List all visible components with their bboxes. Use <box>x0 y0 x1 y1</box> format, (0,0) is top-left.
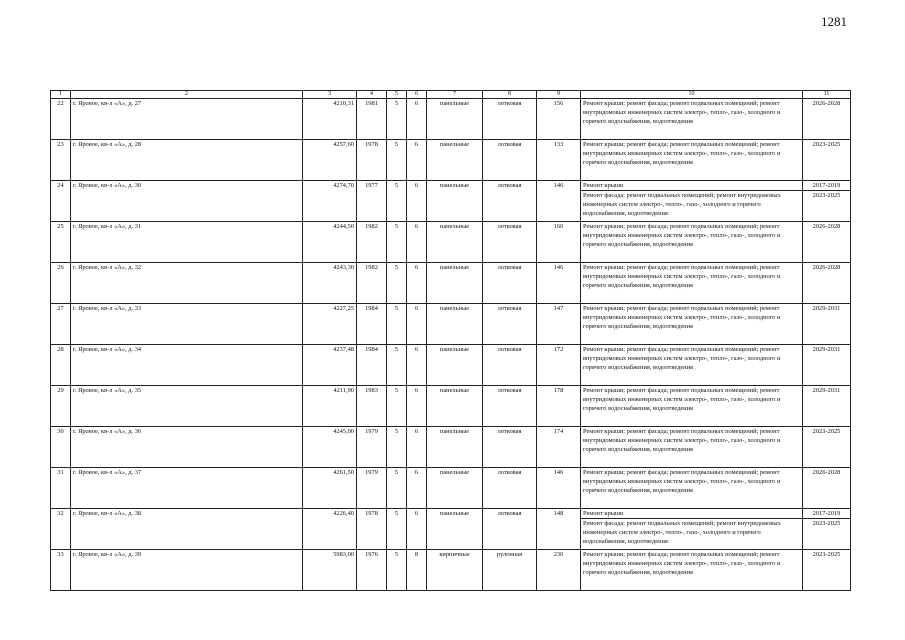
row-number: 25 <box>51 222 71 263</box>
entrances-cell: 6 <box>407 181 427 222</box>
entrances-cell: 6 <box>407 386 427 427</box>
table-row <box>51 468 851 509</box>
roof-type-cell: лотковая <box>483 304 537 345</box>
column-number-row <box>51 91 851 99</box>
residents-cell: 172 <box>537 345 581 386</box>
address-cell: г. Яровое, кв-л «А», д. 31 <box>71 222 303 263</box>
table-row <box>51 509 851 519</box>
work-types-cell: Ремонт крыши; ремонт фасада; ремонт подвальных помещений; ремонт внутридомовых инженерных систем электро-, тепло-, газо-, холодного и горячего водоснабжения, водоотведения <box>581 304 803 345</box>
period-cell: 2029-2031 <box>803 386 851 427</box>
column-header: 7 <box>427 91 483 99</box>
floors-cell: 5 <box>387 550 407 591</box>
wall-material-cell: панельные <box>427 263 483 304</box>
address-cell: г. Яровое, кв-л «А», д. 35 <box>71 386 303 427</box>
floors-cell: 5 <box>387 304 407 345</box>
work-types-cell: Ремонт крыши <box>581 509 803 519</box>
work-types-cell: Ремонт крыши; ремонт фасада; ремонт подвальных помещений; ремонт внутридомовых инженерных систем электро-, тепло-, газо-, холодного и горячего водоснабжения, водоотведения <box>581 222 803 263</box>
wall-material-cell: панельные <box>427 345 483 386</box>
floors-cell: 5 <box>387 509 407 550</box>
roof-type-cell: лотковая <box>483 386 537 427</box>
floors-cell: 5 <box>387 263 407 304</box>
entrances-cell: 6 <box>407 509 427 550</box>
column-header: 4 <box>357 91 387 99</box>
address-cell: г. Яровое, кв-л «А», д. 38 <box>71 509 303 550</box>
wall-material-cell: кирпичные <box>427 550 483 591</box>
register-body <box>51 99 851 591</box>
row-number: 31 <box>51 468 71 509</box>
year-cell: 1984 <box>357 345 387 386</box>
address-cell: г. Яровое, кв-л «А», д. 27 <box>71 99 303 140</box>
row-number: 26 <box>51 263 71 304</box>
floors-cell: 5 <box>387 345 407 386</box>
address-cell: г. Яровое, кв-л «А», д. 34 <box>71 345 303 386</box>
work-types-cell: Ремонт фасада; ремонт подвальных помещений; ремонт внутридомовых инженерных систем электро-, тепло-, газо-, холодного и горячего водоснабжения, водоотведения <box>581 519 803 550</box>
residents-cell: 174 <box>537 427 581 468</box>
year-cell: 1978 <box>357 140 387 181</box>
column-header: 5 <box>387 91 407 99</box>
address-cell: г. Яровое, кв-л «А», д. 30 <box>71 181 303 222</box>
column-header: 3 <box>303 91 357 99</box>
table-row <box>51 304 851 345</box>
floors-cell: 5 <box>387 222 407 263</box>
wall-material-cell: панельные <box>427 99 483 140</box>
residents-cell: 146 <box>537 263 581 304</box>
floors-cell: 5 <box>387 386 407 427</box>
residents-cell: 160 <box>537 222 581 263</box>
row-number: 23 <box>51 140 71 181</box>
work-types-cell: Ремонт крыши <box>581 181 803 191</box>
year-cell: 1983 <box>357 386 387 427</box>
area-cell: 4227,25 <box>303 304 357 345</box>
residents-cell: 133 <box>537 140 581 181</box>
wall-material-cell: панельные <box>427 427 483 468</box>
roof-type-cell: лотковая <box>483 263 537 304</box>
roof-type-cell: лотковая <box>483 468 537 509</box>
area-cell: 4257,60 <box>303 140 357 181</box>
residents-cell: 148 <box>537 509 581 550</box>
address-cell: г. Яровое, кв-л «А», д. 37 <box>71 468 303 509</box>
work-types-cell: Ремонт фасада; ремонт подвальных помещений; ремонт внутридомовых инженерных систем электро-, тепло-, газо-, холодного и горячего водоснабжения, водоотведения <box>581 191 803 222</box>
period-cell: 2023-2025 <box>803 191 851 222</box>
year-cell: 1981 <box>357 99 387 140</box>
year-cell: 1978 <box>357 509 387 550</box>
year-cell: 1984 <box>357 304 387 345</box>
row-number: 22 <box>51 99 71 140</box>
column-header: 10 <box>581 91 803 99</box>
period-cell: 2023-2025 <box>803 427 851 468</box>
period-cell: 2026-2028 <box>803 263 851 304</box>
address-cell: г. Яровое, кв-л «А», д. 33 <box>71 304 303 345</box>
area-cell: 4245,00 <box>303 427 357 468</box>
column-header: 9 <box>537 91 581 99</box>
residents-cell: 147 <box>537 304 581 345</box>
work-types-cell: Ремонт крыши; ремонт фасада; ремонт подвальных помещений; ремонт внутридомовых инженерных систем электро-, тепло-, газо-, холодного и горячего водоснабжения, водоотведения <box>581 550 803 591</box>
address-cell: г. Яровое, кв-л «А», д. 36 <box>71 427 303 468</box>
work-types-cell: Ремонт крыши; ремонт фасада; ремонт подвальных помещений; ремонт внутридомовых инженерных систем электро-, тепло-, газо-, холодного и горячего водоснабжения, водоотведения <box>581 345 803 386</box>
wall-material-cell: панельные <box>427 468 483 509</box>
year-cell: 1979 <box>357 468 387 509</box>
housing-register-table <box>50 90 851 591</box>
table-row <box>51 222 851 263</box>
wall-material-cell: панельные <box>427 222 483 263</box>
roof-type-cell: лотковая <box>483 345 537 386</box>
roof-type-cell: лотковая <box>483 427 537 468</box>
wall-material-cell: панельные <box>427 304 483 345</box>
column-header: 6 <box>407 91 427 99</box>
residents-cell: 146 <box>537 181 581 222</box>
area-cell: 4274,70 <box>303 181 357 222</box>
roof-type-cell: лотковая <box>483 509 537 550</box>
roof-type-cell: лотковая <box>483 99 537 140</box>
year-cell: 1977 <box>357 181 387 222</box>
work-types-cell: Ремонт крыши; ремонт фасада; ремонт подвальных помещений; ремонт внутридомовых инженерных систем электро-, тепло-, газо-, холодного и горячего водоснабжения, водоотведения <box>581 427 803 468</box>
area-cell: 4261,50 <box>303 468 357 509</box>
work-types-cell: Ремонт крыши; ремонт фасада; ремонт подвальных помещений; ремонт внутридомовых инженерных систем электро-, тепло-, газо-, холодного и горячего водоснабжения, водоотведения <box>581 468 803 509</box>
area-cell: 4210,31 <box>303 99 357 140</box>
wall-material-cell: панельные <box>427 386 483 427</box>
floors-cell: 5 <box>387 468 407 509</box>
row-number: 29 <box>51 386 71 427</box>
wall-material-cell: панельные <box>427 181 483 222</box>
row-number: 30 <box>51 427 71 468</box>
year-cell: 1976 <box>357 550 387 591</box>
row-number: 33 <box>51 550 71 591</box>
period-cell: 2026-2028 <box>803 222 851 263</box>
roof-type-cell: лотковая <box>483 181 537 222</box>
row-number: 27 <box>51 304 71 345</box>
area-cell: 4244,50 <box>303 222 357 263</box>
period-cell: 2026-2028 <box>803 99 851 140</box>
residents-cell: 230 <box>537 550 581 591</box>
entrances-cell: 6 <box>407 468 427 509</box>
work-types-cell: Ремонт крыши; ремонт фасада; ремонт подвальных помещений; ремонт внутридомовых инженерных систем электро-, тепло-, газо-, холодного и горячего водоснабжения, водоотведения <box>581 140 803 181</box>
roof-type-cell: рулонная <box>483 550 537 591</box>
period-cell: 2029-2031 <box>803 304 851 345</box>
area-cell: 4237,48 <box>303 345 357 386</box>
period-cell: 2023-2025 <box>803 550 851 591</box>
entrances-cell: 6 <box>407 140 427 181</box>
column-header: 11 <box>803 91 851 99</box>
period-cell: 2017-2019 <box>803 509 851 519</box>
page-number: 1281 <box>821 14 847 29</box>
entrances-cell: 6 <box>407 427 427 468</box>
period-cell: 2026-2028 <box>803 468 851 509</box>
roof-type-cell: лотковая <box>483 140 537 181</box>
area-cell: 5983,00 <box>303 550 357 591</box>
area-cell: 4226,40 <box>303 509 357 550</box>
residents-cell: 146 <box>537 468 581 509</box>
table-row <box>51 263 851 304</box>
work-types-cell: Ремонт крыши; ремонт фасада; ремонт подвальных помещений; ремонт внутридомовых инженерных систем электро-, тепло-, газо-, холодного и горячего водоснабжения, водоотведения <box>581 263 803 304</box>
year-cell: 1979 <box>357 427 387 468</box>
table-row <box>51 550 851 591</box>
period-cell: 2029-2031 <box>803 345 851 386</box>
floors-cell: 5 <box>387 99 407 140</box>
column-header: 8 <box>483 91 537 99</box>
year-cell: 1982 <box>357 222 387 263</box>
period-cell: 2023-2025 <box>803 519 851 550</box>
table-row <box>51 386 851 427</box>
row-number: 24 <box>51 181 71 222</box>
entrances-cell: 6 <box>407 304 427 345</box>
row-number: 28 <box>51 345 71 386</box>
period-cell: 2023-2025 <box>803 140 851 181</box>
address-cell: г. Яровое, кв-л «А», д. 28 <box>71 140 303 181</box>
residents-cell: 156 <box>537 99 581 140</box>
wall-material-cell: панельные <box>427 140 483 181</box>
table-row <box>51 99 851 140</box>
row-number: 32 <box>51 509 71 550</box>
floors-cell: 5 <box>387 181 407 222</box>
entrances-cell: 6 <box>407 99 427 140</box>
table-row <box>51 427 851 468</box>
work-types-cell: Ремонт крыши; ремонт фасада; ремонт подвальных помещений; ремонт внутридомовых инженерных систем электро-, тепло-, газо-, холодного и горячего водоснабжения, водоотведения <box>581 99 803 140</box>
wall-material-cell: панельные <box>427 509 483 550</box>
entrances-cell: 6 <box>407 345 427 386</box>
work-types-cell: Ремонт крыши; ремонт фасада; ремонт подвальных помещений; ремонт внутридомовых инженерных систем электро-, тепло-, газо-, холодного и горячего водоснабжения, водоотведения <box>581 386 803 427</box>
table-row <box>51 345 851 386</box>
area-cell: 4243,30 <box>303 263 357 304</box>
entrances-cell: 6 <box>407 263 427 304</box>
address-cell: г. Яровое, кв-л «А», д. 32 <box>71 263 303 304</box>
entrances-cell: 8 <box>407 550 427 591</box>
floors-cell: 5 <box>387 140 407 181</box>
area-cell: 4211,90 <box>303 386 357 427</box>
table-row <box>51 140 851 181</box>
period-cell: 2017-2019 <box>803 181 851 191</box>
column-header: 1 <box>51 91 71 99</box>
address-cell: г. Яровое, кв-л «А», д. 39 <box>71 550 303 591</box>
column-header: 2 <box>71 91 303 99</box>
entrances-cell: 6 <box>407 222 427 263</box>
table-row <box>51 181 851 191</box>
floors-cell: 5 <box>387 427 407 468</box>
roof-type-cell: лотковая <box>483 222 537 263</box>
residents-cell: 178 <box>537 386 581 427</box>
year-cell: 1982 <box>357 263 387 304</box>
